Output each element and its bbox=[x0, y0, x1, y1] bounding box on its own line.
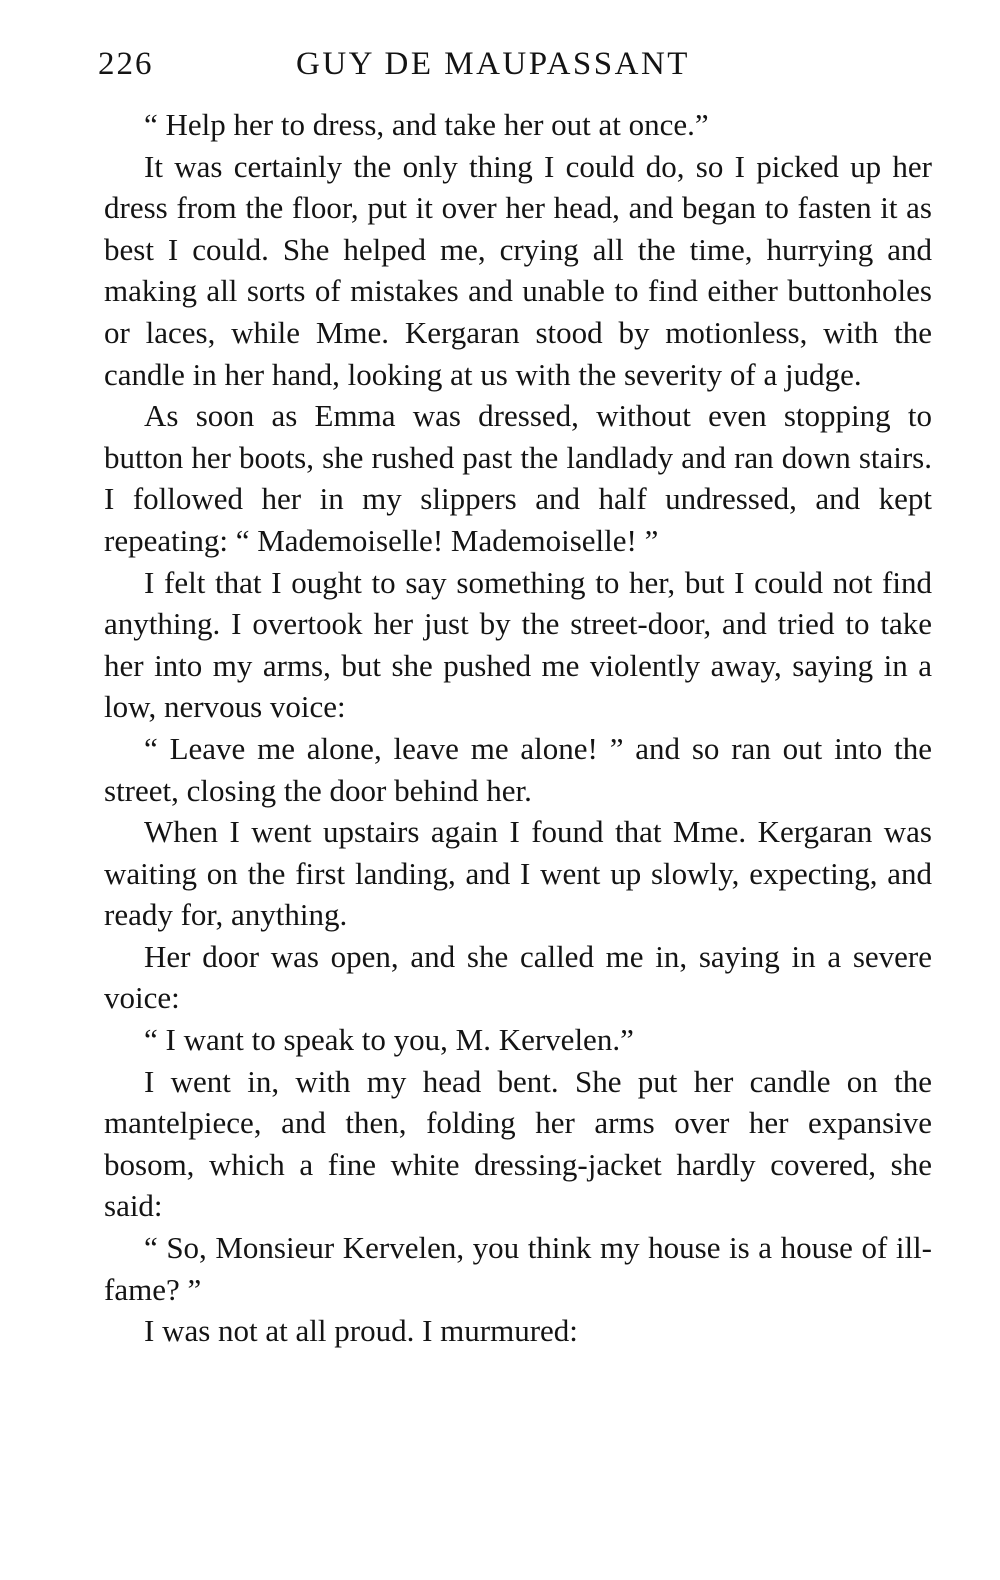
book-page bbox=[98, 40, 932, 1352]
paragraph-8: “ I want to speak to you, M. Kervelen.” bbox=[144, 1022, 634, 1058]
running-title: GUY DE MAUPASSANT bbox=[296, 46, 690, 82]
paragraph-4: I felt that I ought to say something to her, but I could not find anything. I overtook her just by the street-door, and tried to take her into my arms, but she pushed me violently away, saying in a low, nervous voice: bbox=[104, 564, 932, 725]
paragraph-9: I went in, with my head bent. She put her candle on the mantelpiece, and then, folding her arms over her expansive bosom, which a fine white dressing-jacket hardly covered, she said: bbox=[104, 1063, 932, 1224]
page-body bbox=[104, 104, 932, 1352]
paragraph-11: I was not at all proud. I murmured: bbox=[144, 1313, 578, 1349]
paragraph-7: Her door was open, and she called me in, saying in a severe voice: bbox=[104, 938, 932, 1016]
page-header bbox=[98, 40, 932, 96]
paragraph-10: “ So, Monsieur Kervelen, you think my house is a house of ill-fame? ” bbox=[104, 1230, 932, 1307]
paragraph-6: When I went upstairs again I found that Mme. Kergaran was waiting on the first landing, and I went up slowly, expecting, and ready for, anything. bbox=[104, 814, 932, 933]
paragraph-5: “ Leave me alone, leave me alone! ” and so ran out into the street, closing the door behind her. bbox=[104, 730, 932, 808]
paragraph-1: “ Help her to dress, and take her out at once.” bbox=[144, 107, 709, 142]
paragraph-2: It was certainly the only thing I could do, so I picked up her dress from the floor, put it over her head, and began to fasten it as best I could. She helped me, crying all the time, hurrying and making all sorts of mistakes and unable to find either buttonholes or laces, while Mme. Kergaran stood by motionless, with the candle in her hand, looking at us with the severity of a judge. bbox=[104, 148, 932, 392]
paragraph-3: As soon as Emma was dressed, without even stopping to button her boots, she rushed past the landlady and ran down stairs. I followed her in my slippers and half undressed, and kept repeating: “ Mademoiselle! Mademoiselle! ” bbox=[104, 398, 932, 558]
page-number: 226 bbox=[98, 46, 154, 82]
